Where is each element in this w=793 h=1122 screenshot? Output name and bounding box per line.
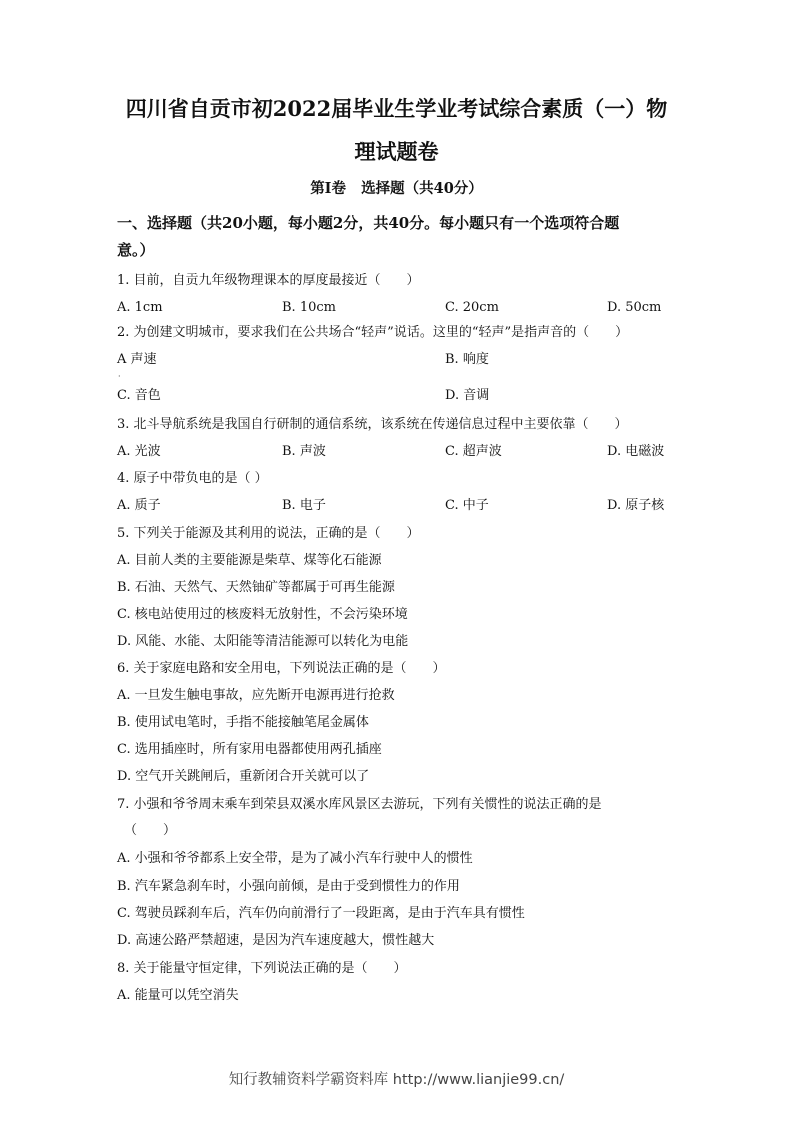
question-6-option-d: D. 空气开关跳闸后，重新闭合开关就可以了 bbox=[117, 769, 370, 784]
question-2-option-c: C. 音色 bbox=[117, 388, 161, 403]
exam-title-line2: 理试题卷 bbox=[354, 139, 439, 164]
question-3-option-b: B. 声波 bbox=[282, 444, 326, 459]
question-2-stem: 2. 为创建文明城市，要求我们在公共场合“轻声”说话。这里的“轻声”是指声音的（ ） bbox=[117, 325, 629, 340]
question-5-option-c: C. 核电站使用过的核废料无放射性，不会污染环境 bbox=[117, 607, 408, 622]
question-4-option-d: D. 原子核 bbox=[607, 498, 665, 513]
question-1-option-b: B. 10cm bbox=[282, 300, 336, 315]
question-1-stem: 1. 目前，自贡九年级物理课本的厚度最接近（ ） bbox=[117, 273, 420, 288]
question-5-option-a: A. 目前人类的主要能源是柴草、煤等化石能源 bbox=[117, 553, 382, 568]
question-7-option-b: B. 汽车紧急刹车时，小强向前倾，是由于受到惯性力的作用 bbox=[117, 879, 460, 894]
question-6-option-b: B. 使用试电笔时，手指不能接触笔尾金属体 bbox=[117, 715, 369, 730]
question-7-option-c: C. 驾驶员踩刹车后，汽车仍向前滑行了一段距离，是由于汽车具有惯性 bbox=[117, 906, 525, 921]
part-heading: 第Ⅰ卷 选择题（共40分） bbox=[310, 180, 483, 197]
question-7-stem-bracket: （ ） bbox=[124, 823, 177, 838]
question-7-stem: 7. 小强和爷爷周末乘车到荣县双溪水库风景区去游玩，下列有关惯性的说法正确的是 bbox=[117, 797, 602, 812]
question-5-option-d: D. 风能、水能、太阳能等清洁能源可以转化为电能 bbox=[117, 634, 409, 649]
question-8-option-a: A. 能量可以凭空消失 bbox=[117, 988, 239, 1003]
question-4-option-c: C. 中子 bbox=[445, 498, 489, 513]
question-3-option-a: A. 光波 bbox=[117, 444, 161, 459]
question-1-option-c: C. 20cm bbox=[445, 300, 499, 315]
question-4-option-a: A. 质子 bbox=[117, 498, 161, 513]
exam-title-line1: 四川省自贡市初2022届毕业生学业考试综合素质（一）物 bbox=[125, 96, 668, 121]
question-7-option-a: A. 小强和爷爷都系上安全带，是为了减小汽车行驶中人的惯性 bbox=[117, 851, 473, 866]
question-6-stem: 6. 关于家庭电路和安全用电，下列说法正确的是（ ） bbox=[117, 661, 446, 676]
question-5-stem: 5. 下列关于能源及其利用的说法，正确的是（ ） bbox=[117, 526, 420, 541]
section-heading-line1: 一、选择题（共20小题，每小题2分，共40分。每小题只有一个选项符合题 bbox=[117, 214, 620, 232]
question-5-option-b: B. 石油、天然气、天然铀矿等都属于可再生能源 bbox=[117, 580, 395, 595]
question-2-option-b: B. 响度 bbox=[445, 352, 489, 367]
question-3-option-c: C. 超声波 bbox=[445, 444, 502, 459]
question-7-option-d: D. 高速公路严禁超速，是因为汽车速度越大，惯性越大 bbox=[117, 933, 435, 948]
question-1-option-a: A. 1cm bbox=[117, 300, 163, 315]
question-2-option-d: D. 音调 bbox=[445, 388, 490, 403]
stray-dot-mark: · bbox=[118, 372, 121, 381]
section-heading-line2: 意。） bbox=[117, 241, 155, 259]
question-4-option-b: B. 电子 bbox=[282, 498, 326, 513]
question-2-option-a: A 声速 bbox=[117, 352, 157, 367]
question-4-stem: 4. 原子中带负电的是（ ） bbox=[117, 471, 268, 486]
question-6-option-a: A. 一旦发生触电事故，应先断开电源再进行抢救 bbox=[117, 688, 395, 703]
question-3-stem: 3. 北斗导航系统是我国自行研制的通信系统，该系统在传递信息过程中主要依靠（ ） bbox=[117, 417, 628, 432]
question-3-option-d: D. 电磁波 bbox=[607, 444, 665, 459]
question-6-option-c: C. 选用插座时，所有家用电器都使用两孔插座 bbox=[117, 742, 382, 757]
question-8-stem: 8. 关于能量守恒定律，下列说法正确的是（ ） bbox=[117, 961, 407, 976]
footer-watermark: 知行教辅资料学霸资料库 http://www.lianjie99.cn/ bbox=[228, 1072, 565, 1088]
question-1-option-d: D. 50cm bbox=[607, 300, 662, 315]
